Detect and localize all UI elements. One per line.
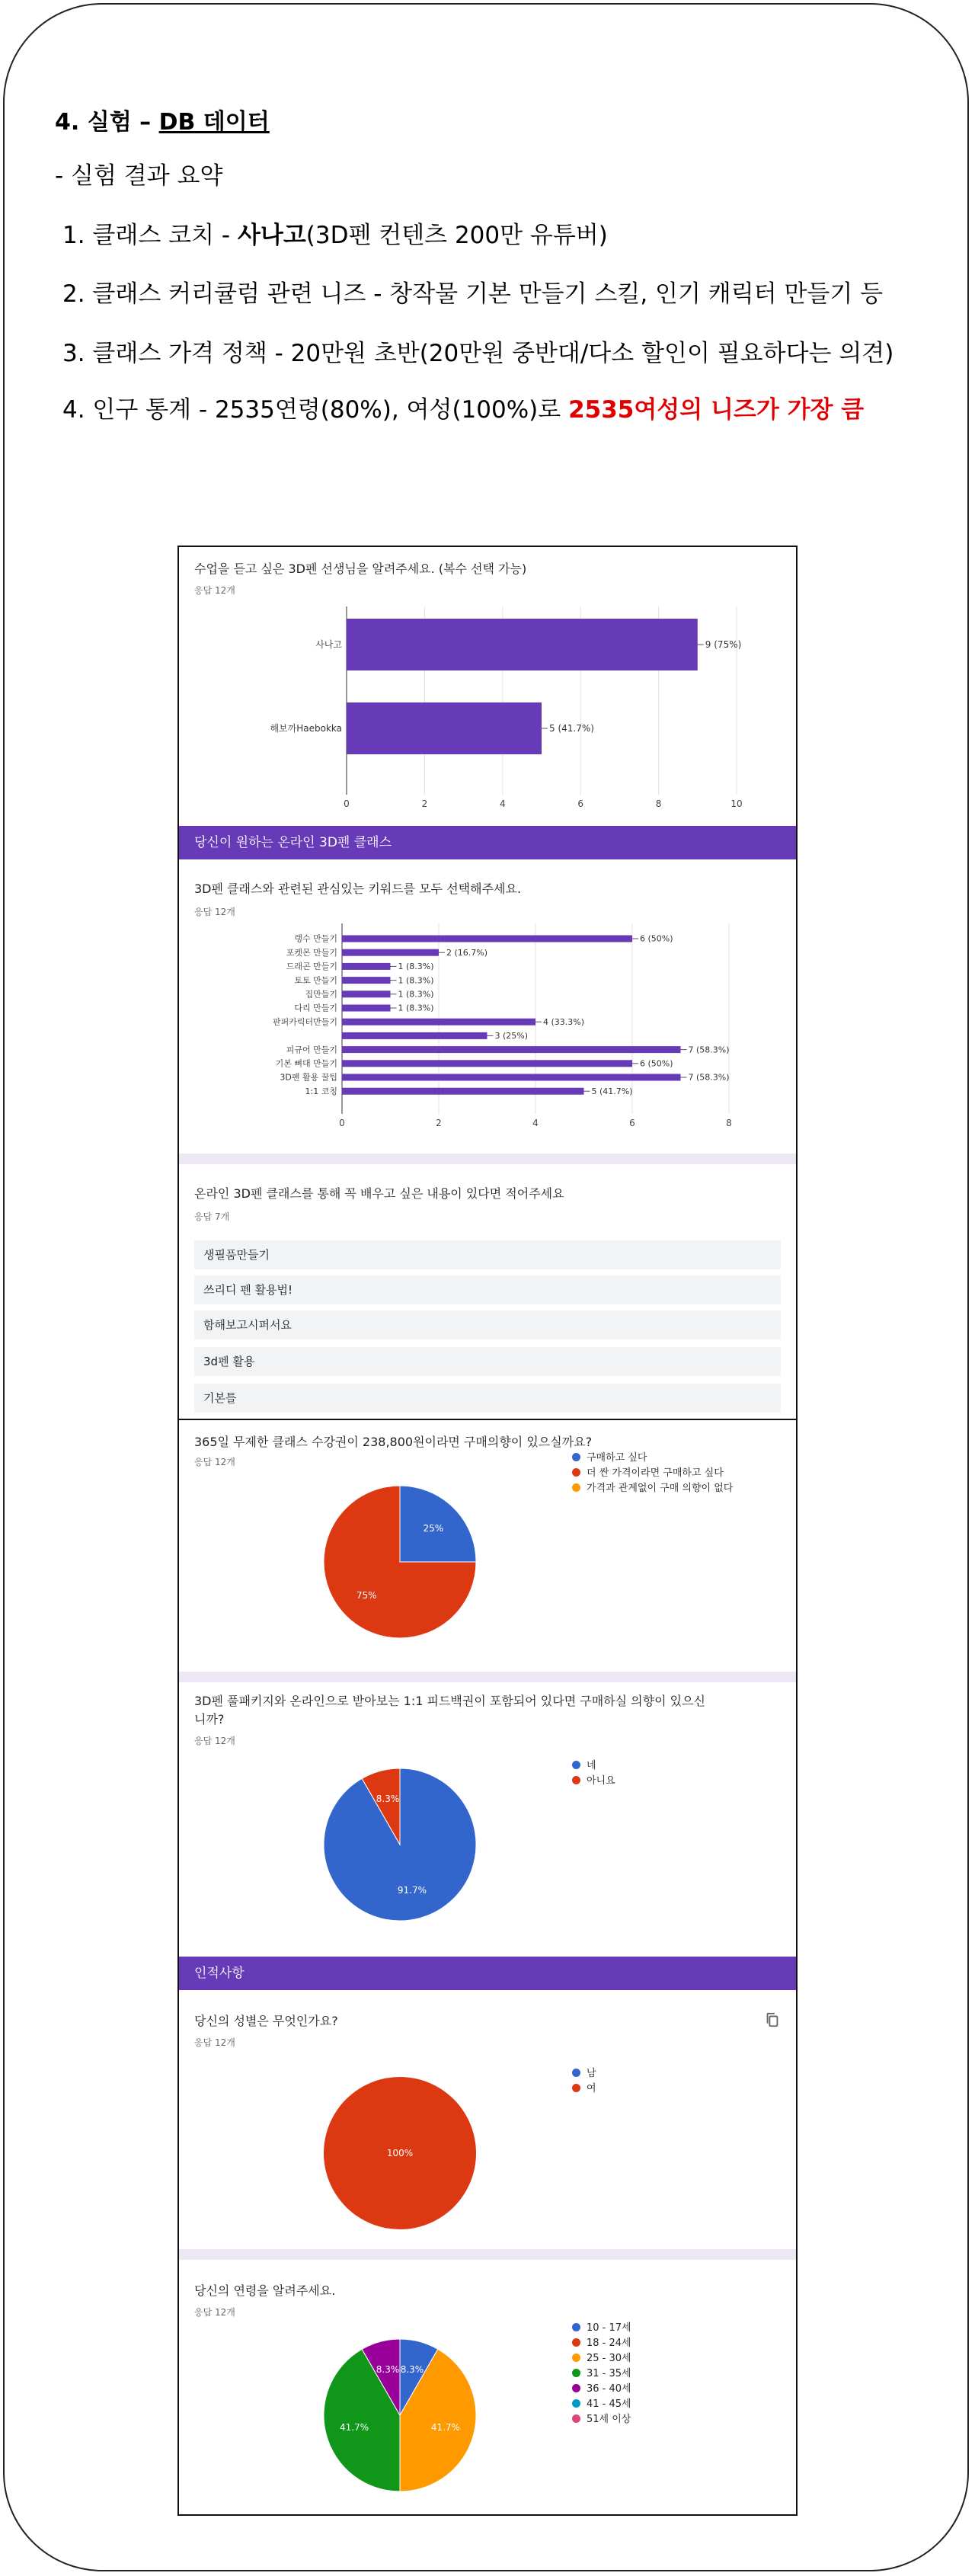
legend-item: 41 - 45세	[572, 2397, 631, 2412]
legend-dot	[572, 2338, 580, 2347]
legend-item: 10 - 17세	[572, 2321, 631, 2336]
tick-label: 6	[629, 1118, 635, 1128]
question-card-purchase	[179, 1420, 796, 1679]
legend-dot	[572, 2354, 580, 2362]
category-label: 드래곤 만들기	[286, 962, 337, 972]
legend-item: 51세 이상	[572, 2412, 631, 2427]
question-title: 3D펜 클래스와 관련된 관심있는 키워드를 모두 선택해주세요.	[194, 882, 522, 896]
question-card-gender	[179, 1990, 796, 2257]
tick-label: 2	[421, 798, 428, 809]
bar	[342, 963, 391, 970]
bar	[342, 977, 391, 984]
response-count: 응답 12개	[194, 907, 235, 917]
bar	[342, 1019, 535, 1026]
legend-item: 36 - 40세	[572, 2382, 631, 2397]
legend-item: 가격과 관계없이 구매 의향이 없다	[572, 1481, 733, 1496]
tick-label: 8	[655, 798, 662, 809]
legend-dot	[572, 1761, 580, 1769]
bar	[347, 702, 542, 754]
package-pie-chart	[308, 1753, 491, 1936]
legend-dot	[572, 1776, 580, 1784]
legend-dot	[572, 2323, 580, 2331]
bar	[342, 1074, 681, 1081]
category-label: 3D펜 활용 꿀팁	[280, 1072, 337, 1083]
slice-label: 8.3%	[376, 2364, 400, 2376]
pie-legend	[572, 1451, 733, 1496]
legend-dot	[572, 2369, 580, 2377]
bar	[342, 1046, 681, 1053]
summary-item-curriculum: 2. 클래스 커리큘럼 관련 니즈 - 창작물 기본 만들기 스킬, 인기 캐릭터 만들기 등	[62, 280, 884, 308]
data-label: 1 (8.3%)	[398, 962, 434, 972]
data-label: 1 (8.3%)	[398, 1003, 434, 1013]
tick-label: 8	[726, 1118, 732, 1128]
slice-label: 41.7%	[430, 2421, 460, 2433]
slice-label: 25%	[423, 1523, 444, 1534]
legend-item: 31 - 35세	[572, 2366, 631, 2382]
legend-dot	[572, 2069, 580, 2077]
bar	[347, 619, 698, 670]
question-title: 온라인 3D펜 클래스를 통해 꼭 배우고 싶은 내용이 있다면 적어주세요	[194, 1186, 564, 1201]
legend-item: 구매하고 싶다	[572, 1451, 733, 1466]
data-label: 1 (8.3%)	[398, 989, 434, 1000]
response-count: 응답 7개	[194, 1211, 230, 1222]
copy-icon[interactable]	[764, 2011, 781, 2028]
question-card-age	[179, 2260, 796, 2516]
category-label: 랭수 만들기	[294, 933, 337, 944]
response-item: 기본틀	[194, 1384, 781, 1413]
question-card-free-text	[179, 1164, 796, 1423]
tick-label: 0	[344, 798, 350, 809]
data-label: 2 (16.7%)	[446, 947, 488, 958]
bar	[342, 1088, 584, 1095]
bar	[342, 1060, 632, 1067]
response-count: 응답 12개	[194, 1736, 235, 1746]
category-label: 1:1 코칭	[305, 1086, 337, 1096]
teacher-bar-chart	[179, 600, 796, 821]
question-title: 당신의 연령을 알려주세요.	[194, 2283, 336, 2298]
legend-item: 더 싼 가격이라면 구매하고 싶다	[572, 1466, 733, 1481]
tick-label: 2	[436, 1118, 442, 1128]
card-gap	[179, 1672, 796, 1682]
gender-pie-chart	[308, 2062, 491, 2245]
tick-label: 4	[532, 1118, 539, 1128]
data-label: 7 (58.3%)	[688, 1045, 730, 1055]
data-label: 4 (33.3%)	[543, 1016, 585, 1027]
data-label: 1 (8.3%)	[398, 975, 434, 986]
data-label: 6 (50%)	[640, 1058, 673, 1069]
category-label: 피규어 만들기	[286, 1045, 337, 1055]
slice-label: 8.3%	[400, 2364, 424, 2376]
tick-label: 0	[339, 1118, 345, 1128]
data-label: 9 (75%)	[705, 639, 742, 650]
data-label: 3 (25%)	[494, 1031, 529, 1042]
keywords-bar-chart	[179, 920, 796, 1157]
data-label: 7 (58.3%)	[688, 1072, 730, 1083]
legend-item: 남	[572, 2066, 596, 2082]
legend-dot	[572, 1483, 580, 1492]
section-header-class: 당신이 원하는 온라인 3D펜 클래스	[179, 826, 796, 859]
page-heading	[55, 103, 270, 136]
summary-item-price: 3. 클래스 가격 정책 - 20만원 초반(20만원 중반대/다소 할인이 필요하다는 의견)	[62, 340, 894, 367]
bar	[342, 1005, 391, 1012]
bar	[342, 1032, 488, 1039]
legend-item: 18 - 24세	[572, 2336, 631, 2351]
category-label: 해보까Haebokka	[270, 723, 342, 734]
heading-number: 4. 실험 –	[55, 109, 159, 136]
response-item: 생필품만들기	[194, 1240, 781, 1269]
slice-label: 41.7%	[340, 2421, 369, 2433]
question-title: 당신의 성별은 무엇인가요?	[194, 2014, 338, 2028]
summary-item-coach: 1. 클래스 코치 - 사나고(3D펜 컨텐츠 200만 유튜버)	[62, 222, 608, 249]
legend-dot	[572, 2414, 580, 2423]
question-title-cont: 니까?	[194, 1712, 225, 1726]
slice-label: 91.7%	[397, 1884, 427, 1896]
legend-dot	[572, 2399, 580, 2408]
question-card-keywords	[179, 859, 796, 1164]
legend-item: 25 - 30세	[572, 2351, 631, 2366]
category-label: 다리 만들기	[294, 1003, 337, 1013]
question-card-package	[179, 1682, 796, 1949]
category-label: 포켓몬 만들기	[286, 947, 337, 958]
question-title: 365일 무제한 클래스 수강권이 238,800원이라면 구매의향이 있으실까요?	[194, 1435, 593, 1449]
heading-title: DB 데이터	[158, 109, 270, 136]
legend-dot	[572, 1468, 580, 1477]
pie-legend	[572, 2066, 596, 2097]
tick-label: 6	[577, 798, 584, 809]
survey-results	[177, 546, 798, 2516]
category-label: 기본 뼈대 만들기	[275, 1058, 337, 1069]
demographics-highlight: 2535여성의 니즈가 가장 큼	[568, 396, 865, 424]
legend-item: 네	[572, 1758, 615, 1774]
response-item: 쓰리디 펜 활용법!	[194, 1275, 781, 1304]
response-item: 함해보고시퍼서요	[194, 1310, 781, 1339]
legend-dot	[572, 2384, 580, 2392]
legend-item: 여	[572, 2082, 596, 2097]
response-count: 응답 12개	[194, 2037, 235, 2048]
pie-legend	[572, 1758, 615, 1789]
response-count: 응답 12개	[194, 585, 235, 596]
response-item: 3d펜 활용	[194, 1347, 781, 1376]
question-title: 수업을 듣고 싶은 3D펜 선생님을 알려주세요. (복수 선택 가능)	[194, 562, 527, 576]
category-label: 집만들기	[305, 989, 337, 1000]
purchase-pie-chart	[308, 1470, 491, 1653]
coach-name: 사나고	[237, 222, 306, 249]
category-label: 토토 만들기	[294, 975, 337, 986]
category-label: 판퍼카릭터만들기	[272, 1016, 337, 1027]
slice-label: 100%	[386, 2148, 414, 2158]
legend-dot	[572, 2084, 580, 2092]
card-gap	[179, 1154, 796, 1164]
tick-label: 4	[499, 798, 506, 809]
bar	[342, 990, 391, 997]
pie-legend	[572, 2321, 631, 2427]
bar	[342, 949, 439, 956]
section-header-personal: 인적사항	[179, 1957, 796, 1990]
slice-label: 8.3%	[376, 1794, 400, 1805]
response-count: 응답 12개	[194, 1457, 235, 1467]
data-label: 5 (41.7%)	[549, 723, 594, 734]
data-label: 5 (41.7%)	[591, 1086, 633, 1096]
card-gap	[179, 2249, 796, 2260]
age-pie-chart	[308, 2324, 491, 2507]
legend-item: 아니요	[572, 1774, 615, 1789]
bar	[342, 936, 632, 942]
slice-label: 75%	[356, 1589, 377, 1601]
legend-dot	[572, 1453, 580, 1461]
summary-label: - 실험 결과 요약	[55, 162, 223, 190]
category-label: 사나고	[315, 639, 342, 650]
data-label: 6 (50%)	[640, 933, 673, 944]
summary-item-demographics: 4. 인구 통계 - 2535연령(80%), 여성(100%)로 2535여성의 니즈가 가장 큼	[62, 396, 865, 424]
tick-label: 10	[730, 798, 743, 809]
response-count: 응답 12개	[194, 2307, 235, 2318]
question-card-teacher	[179, 547, 796, 826]
question-title: 3D펜 풀패키지와 온라인으로 받아보는 1:1 피드백권이 포함되어 있다면 구매하실 의향이 있으신	[194, 1694, 705, 1708]
